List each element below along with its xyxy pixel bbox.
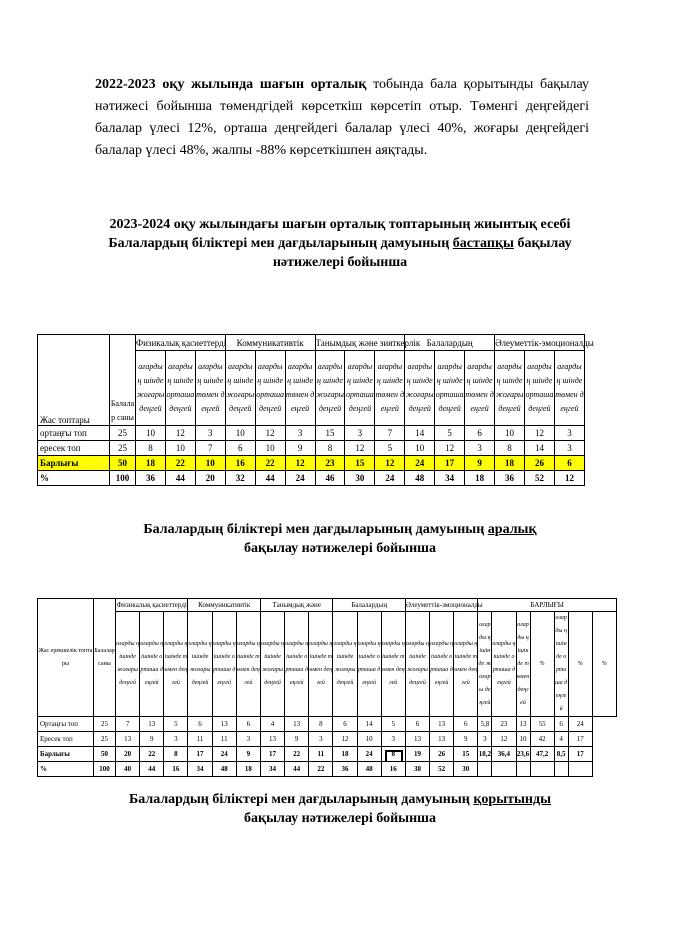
table-cell: 3 bbox=[465, 441, 495, 456]
table2-subheader-cell: оларды ң ішінде орташа деңгей bbox=[430, 612, 454, 717]
table-cell: 13 bbox=[405, 732, 429, 747]
table-cell: 9 bbox=[285, 732, 309, 747]
table-cell: 5,8 bbox=[478, 717, 492, 732]
table-cell: 17 bbox=[435, 456, 465, 471]
table-cell: 9 bbox=[454, 732, 478, 747]
table1-count-header: Балалар саны bbox=[110, 335, 136, 426]
table-cell: 3 bbox=[285, 426, 315, 441]
table-cell: 22 bbox=[140, 747, 164, 762]
row-label: ортаңғы топ bbox=[38, 426, 110, 441]
table2-group-header: Танымдық және bbox=[260, 599, 332, 612]
table2-group-header: Коммуникативтік bbox=[188, 599, 260, 612]
table2-subheader-cell: оларды ң ішінде төмен деңгей bbox=[381, 612, 405, 717]
table-cell: 40 bbox=[116, 762, 140, 777]
table2-age-group-header: Жас ерекшелік топтары bbox=[38, 599, 94, 717]
table-cell: 25 bbox=[94, 732, 116, 747]
heading-intermediate-underlined: аралық bbox=[487, 522, 537, 537]
table2-group-header: БАРЛЫҒЫ bbox=[478, 599, 617, 612]
table-cell: 5 bbox=[381, 717, 405, 732]
table-cell: 17 bbox=[188, 747, 212, 762]
table-cell: 47,2 bbox=[530, 747, 554, 762]
table-cell: 10 bbox=[195, 456, 225, 471]
table-cell: 25 bbox=[94, 717, 116, 732]
table2-subheader-cell: оларды ң ішінде жоғары деңгей bbox=[188, 612, 212, 717]
table-cell: 24 bbox=[357, 747, 381, 762]
table-cell: 12 bbox=[345, 441, 375, 456]
heading-final-line2: бақылау нәтижелері бойынша bbox=[244, 811, 436, 826]
table-cell: 12 bbox=[524, 426, 554, 441]
table-cell: 8 bbox=[164, 747, 188, 762]
row-label: % bbox=[38, 762, 94, 777]
heading-initial-line2: Балалардың біліктері мен дағдыларының дамуының бастапқы бақылау bbox=[108, 236, 572, 251]
table-cell: 26 bbox=[430, 747, 454, 762]
table2-subheader-cell: оларды ң ішінде орташа деңгей bbox=[285, 612, 309, 717]
table-cell: 18 bbox=[136, 456, 166, 471]
table-cell: 13 bbox=[430, 717, 454, 732]
table1-subheader-cell: ағарды ң шінде төмен деңгей bbox=[195, 351, 225, 426]
table1-subheader-cell: ағарды ң шінде жоғары деңгей bbox=[136, 351, 166, 426]
table1-subheader-cell: ағарды ң шінде төмен деңгей bbox=[285, 351, 315, 426]
table-row bbox=[38, 441, 585, 456]
table-cell: 15 bbox=[454, 747, 478, 762]
table-cell: 8,5 bbox=[554, 747, 568, 762]
table-cell: 48 bbox=[357, 762, 381, 777]
table-cell: 30 bbox=[454, 762, 478, 777]
heading-initial-line3: нәтижелері бойынша bbox=[272, 255, 408, 270]
table-cell: 36 bbox=[495, 471, 525, 486]
table1-group-header: Коммуникативтік bbox=[225, 335, 315, 351]
table-cell: 23 bbox=[315, 456, 345, 471]
table-cell: 9 bbox=[465, 456, 495, 471]
table-cell bbox=[478, 762, 492, 777]
table-cell: 9 bbox=[140, 732, 164, 747]
table-cell: 3 bbox=[478, 732, 492, 747]
table-cell: 44 bbox=[140, 762, 164, 777]
row-label: Ересек топ bbox=[38, 732, 94, 747]
table-cell: 22 bbox=[285, 747, 309, 762]
table-cell: 18 bbox=[495, 456, 525, 471]
table1-age-group-header: Жас топтары bbox=[38, 335, 110, 426]
table-cell: 3 bbox=[554, 426, 584, 441]
table1-subheader-cell: ағарды ң шінде орташа деңгей bbox=[345, 351, 375, 426]
heading-final bbox=[80, 790, 600, 828]
table-cell bbox=[516, 762, 530, 777]
table-cell: 3 bbox=[381, 732, 405, 747]
table-cell bbox=[530, 762, 554, 777]
table2-subheader-cell: оларды ң ішінде төмен деңгей bbox=[236, 612, 260, 717]
heading-intermediate bbox=[90, 520, 590, 558]
table-cell: 18 bbox=[333, 747, 357, 762]
heading-initial-underlined: бастапқы bbox=[452, 236, 514, 251]
table-cell: 9 bbox=[285, 441, 315, 456]
table-cell: 10 bbox=[495, 426, 525, 441]
table-cell: 12 bbox=[435, 441, 465, 456]
table-row bbox=[38, 456, 585, 471]
table-cell: 10 bbox=[255, 441, 285, 456]
table-cell: 12 bbox=[333, 732, 357, 747]
table-cell: 6 bbox=[333, 717, 357, 732]
table-row bbox=[38, 747, 617, 762]
table2-subheader-cell: оларды ң ішінде жоғары деңгей bbox=[333, 612, 357, 717]
table-cell: 42 bbox=[530, 732, 554, 747]
table-cell: 6 bbox=[465, 426, 495, 441]
table2-subheader-cell: оларды ң ішінде орташа деңгей bbox=[140, 612, 164, 717]
table-cell: 34 bbox=[260, 762, 284, 777]
table-cell: 7 bbox=[195, 441, 225, 456]
table-cell: 13 bbox=[116, 732, 140, 747]
table2-subheader-cell: оларды ң ішінде орташа деңгей bbox=[357, 612, 381, 717]
table2-group-header: Әлеуметтік-эмоционалды bbox=[405, 599, 477, 612]
table-cell: 18 bbox=[236, 762, 260, 777]
table-cell: 100 bbox=[94, 762, 116, 777]
table2-subheader-row bbox=[38, 612, 617, 717]
table-cell: 15 bbox=[315, 426, 345, 441]
table-cell: 10 bbox=[516, 732, 530, 747]
table1-subheader-cell: ағарды ң шінде төмен деңгей bbox=[465, 351, 495, 426]
table-cell: 13 bbox=[260, 732, 284, 747]
table-cell: 22 bbox=[309, 762, 333, 777]
table-cell: 6 bbox=[554, 456, 584, 471]
intro-bold-text: 2022-2023 оқу жылында шағын орталық bbox=[95, 77, 367, 92]
table-cell: 8 bbox=[381, 747, 405, 762]
table1-subheader-cell: ағарды ң шінде жоғары деңгей bbox=[225, 351, 255, 426]
table-cell: 4 bbox=[554, 732, 568, 747]
table2-subheader-cell: оларды ң ішінде орташа деңгей bbox=[212, 612, 236, 717]
table-cell: 3 bbox=[164, 732, 188, 747]
table2-subheader-cell: оларды ң ішінде төмен деңгей bbox=[164, 612, 188, 717]
table-cell: 3 bbox=[309, 732, 333, 747]
table2-subheader-cell: оларды ң ішінде жоғары деңгей bbox=[478, 612, 492, 717]
table1-subheader-cell: ағарды ң шінде төмен деңгей bbox=[554, 351, 584, 426]
table-row bbox=[38, 717, 617, 732]
table-cell: 52 bbox=[524, 471, 554, 486]
table-cell: 26 bbox=[524, 456, 554, 471]
table1-group-header: Әлеуметтік-эмоционалды bbox=[495, 335, 585, 351]
row-label: Барлығы bbox=[38, 747, 94, 762]
table-cell: 6 bbox=[225, 441, 255, 456]
table2-group-header: Физикалық қасиеттерді bbox=[116, 599, 188, 612]
row-label: Ортаңғы топ bbox=[38, 717, 94, 732]
table-cell: 17 bbox=[568, 732, 592, 747]
table-cell: 100 bbox=[110, 471, 136, 486]
table-cell: 13 bbox=[212, 717, 236, 732]
table-cell: 38 bbox=[405, 762, 429, 777]
table-cell bbox=[492, 762, 516, 777]
table2-subheader-cell: оларды ң ішінде төмен деңгей bbox=[454, 612, 478, 717]
table1-subheader-cell: ағарды ң шінде жоғары деңгей bbox=[405, 351, 435, 426]
table-cell: 46 bbox=[315, 471, 345, 486]
table-cell: 6 bbox=[554, 717, 568, 732]
table-cell: 23 bbox=[492, 717, 516, 732]
table2-totals-subheader-cell: % bbox=[530, 612, 554, 717]
table-cell: 19 bbox=[405, 747, 429, 762]
table1-group-header: Физикалық қасиеттерді bbox=[136, 335, 226, 351]
table1-group-header: Балалардың bbox=[405, 335, 495, 351]
table-cell: 24 bbox=[375, 471, 405, 486]
table1-subheader-cell: ағарды ң шінде жоғары деңгей bbox=[495, 351, 525, 426]
table-cell: 44 bbox=[255, 471, 285, 486]
table1-group-header-row bbox=[38, 335, 585, 351]
table-cell: 3 bbox=[345, 426, 375, 441]
table-cell: 12 bbox=[554, 471, 584, 486]
table-cell: 9 bbox=[236, 747, 260, 762]
table-cell: 5 bbox=[435, 426, 465, 441]
table-cell: 16 bbox=[381, 762, 405, 777]
table-cell: 20 bbox=[195, 471, 225, 486]
table-cell: 18,2 bbox=[478, 747, 492, 762]
table-cell: 16 bbox=[164, 762, 188, 777]
table1-subheader-cell: ағарды ң шінде жоғары деңгей bbox=[315, 351, 345, 426]
table-cell: 18 bbox=[465, 471, 495, 486]
table-cell: 36 bbox=[333, 762, 357, 777]
row-label: Барлығы bbox=[38, 456, 110, 471]
table-cell: 5 bbox=[164, 717, 188, 732]
table1-subheader-cell: ағарды ң шінде орташа деңгей bbox=[435, 351, 465, 426]
table-cell: 50 bbox=[110, 456, 136, 471]
table-cell: 8 bbox=[136, 441, 166, 456]
table-cell: 10 bbox=[357, 732, 381, 747]
table1-subheader-cell: ағарды ң шінде орташа деңгей bbox=[165, 351, 195, 426]
table-cell: 36,4 bbox=[492, 747, 516, 762]
heading-initial-line1: 2023-2024 оқу жылындағы шағын орталық топтарының жиынтық есебі bbox=[109, 217, 571, 232]
table2-subheader-cell: оларды ң ішінде орташа деңгей bbox=[492, 612, 516, 717]
table2-totals-subheader-cell: % bbox=[592, 612, 616, 717]
table-cell: 13 bbox=[516, 717, 530, 732]
table2-subheader-cell: оларды ң ішінде жоғары деңгей bbox=[260, 612, 284, 717]
table-cell: 44 bbox=[165, 471, 195, 486]
table-cell: 11 bbox=[309, 747, 333, 762]
intro-paragraph bbox=[95, 74, 589, 162]
table-cell: 14 bbox=[405, 426, 435, 441]
table-cell: 24 bbox=[568, 717, 592, 732]
table-cell: 30 bbox=[345, 471, 375, 486]
table-cell: 17 bbox=[260, 747, 284, 762]
table-cell: 23,6 bbox=[516, 747, 530, 762]
table-row bbox=[38, 762, 617, 777]
table-cell: 48 bbox=[212, 762, 236, 777]
table-cell: 22 bbox=[165, 456, 195, 471]
table-cell: 8 bbox=[315, 441, 345, 456]
heading-intermediate-line2: бақылау нәтижелері бойынша bbox=[244, 541, 436, 556]
table-cell: 12 bbox=[375, 456, 405, 471]
table-cell: 24 bbox=[405, 456, 435, 471]
table-cell: 20 bbox=[116, 747, 140, 762]
table-cell: 6 bbox=[405, 717, 429, 732]
table1-subheader-cell: ағарды ң шінде орташа деңгей bbox=[524, 351, 554, 426]
table2-group-header-row bbox=[38, 599, 617, 612]
table-cell: 6 bbox=[236, 717, 260, 732]
table-cell: 11 bbox=[212, 732, 236, 747]
table-cell: 8 bbox=[309, 717, 333, 732]
page-break-marker bbox=[385, 750, 403, 762]
table-cell: 10 bbox=[136, 426, 166, 441]
table-cell: 36 bbox=[136, 471, 166, 486]
heading-intermediate-line1: Балалардың біліктері мен дағдыларының дамуының аралық bbox=[143, 522, 537, 537]
table2-totals-subheader-cell: оларды ң ішінде орташа деңгей bbox=[554, 612, 568, 717]
table2-totals-subheader-cell: % bbox=[568, 612, 592, 717]
table-cell: 12 bbox=[285, 456, 315, 471]
table-cell: 25 bbox=[110, 426, 136, 441]
table1-body bbox=[38, 426, 585, 486]
table-cell: 16 bbox=[225, 456, 255, 471]
table-row bbox=[38, 426, 585, 441]
table-cell: 12 bbox=[165, 426, 195, 441]
table-cell: 22 bbox=[255, 456, 285, 471]
table-cell bbox=[554, 762, 568, 777]
table2-subheader-cell: оларды ң ішінде төмен деңгей bbox=[516, 612, 530, 717]
table2-group-header: Балалардың bbox=[333, 599, 405, 612]
table-cell: 15 bbox=[345, 456, 375, 471]
table-cell: 17 bbox=[568, 747, 592, 762]
table-cell: 12 bbox=[492, 732, 516, 747]
table1-subheader-cell: ағарды ң шінде орташа деңгей bbox=[255, 351, 285, 426]
table2-subheader-cell: оларды ң ішінде жоғары деңгей bbox=[116, 612, 140, 717]
row-label: % bbox=[38, 471, 110, 486]
table2-body bbox=[38, 717, 617, 777]
table-cell: 7 bbox=[116, 717, 140, 732]
heading-initial bbox=[60, 215, 620, 272]
table-cell: 13 bbox=[285, 717, 309, 732]
table-cell: 6 bbox=[188, 717, 212, 732]
row-label: ересек топ bbox=[38, 441, 110, 456]
initial-results-table bbox=[37, 334, 594, 486]
table-cell: 55 bbox=[530, 717, 554, 732]
table-cell: 11 bbox=[188, 732, 212, 747]
table-cell: 10 bbox=[165, 441, 195, 456]
table2-subheader-cell: оларды ң ішінде жоғары деңгей bbox=[405, 612, 429, 717]
table1-subheader-cell: ағарды ң шінде төмен деңгей bbox=[375, 351, 405, 426]
table-cell: 4 bbox=[260, 717, 284, 732]
table-cell: 52 bbox=[430, 762, 454, 777]
table-cell: 25 bbox=[110, 441, 136, 456]
table-cell: 32 bbox=[225, 471, 255, 486]
table-cell: 6 bbox=[454, 717, 478, 732]
table2-subheader-cell: оларды ң ішінде төмен деңгей bbox=[309, 612, 333, 717]
table-cell: 10 bbox=[225, 426, 255, 441]
table-cell: 14 bbox=[357, 717, 381, 732]
table-cell bbox=[568, 762, 592, 777]
table-cell: 50 bbox=[94, 747, 116, 762]
table-cell: 3 bbox=[236, 732, 260, 747]
table-cell: 24 bbox=[212, 747, 236, 762]
intro-text: тобында бала қорытынды бақылау нәтижесі бойынша төмендгідей көрсеткіш көрсетіп отыр. Төменгі деңгейдегі балалар үлесі 12%, орташа деңгейдегі балалар үлесі 40%, жоғары деңгейдегі балалар үлесі 48%, жалпы -88% көрсеткішпен аяқтады. bbox=[95, 77, 589, 158]
heading-final-underlined: қорытынды bbox=[473, 792, 552, 807]
table-cell: 3 bbox=[554, 441, 584, 456]
table-cell: 5 bbox=[375, 441, 405, 456]
table-cell: 13 bbox=[430, 732, 454, 747]
table-cell: 34 bbox=[435, 471, 465, 486]
table-cell: 12 bbox=[255, 426, 285, 441]
table-cell: 48 bbox=[405, 471, 435, 486]
table-row bbox=[38, 471, 585, 486]
intermediate-results-table bbox=[37, 598, 617, 777]
table-cell: 14 bbox=[524, 441, 554, 456]
table-cell: 24 bbox=[285, 471, 315, 486]
table2-count-header: Балалар саны bbox=[94, 599, 116, 717]
table-cell: 7 bbox=[375, 426, 405, 441]
table-cell: 13 bbox=[140, 717, 164, 732]
table-cell: 3 bbox=[195, 426, 225, 441]
heading-final-line1: Балалардың біліктері мен дағдыларының дамуының қорытынды bbox=[128, 792, 552, 807]
table-cell: 34 bbox=[188, 762, 212, 777]
table-row bbox=[38, 732, 617, 747]
table1-group-header: Танымдық және зияткерлік bbox=[315, 335, 405, 351]
table-cell: 10 bbox=[405, 441, 435, 456]
table-cell: 44 bbox=[285, 762, 309, 777]
table-cell: 8 bbox=[495, 441, 525, 456]
